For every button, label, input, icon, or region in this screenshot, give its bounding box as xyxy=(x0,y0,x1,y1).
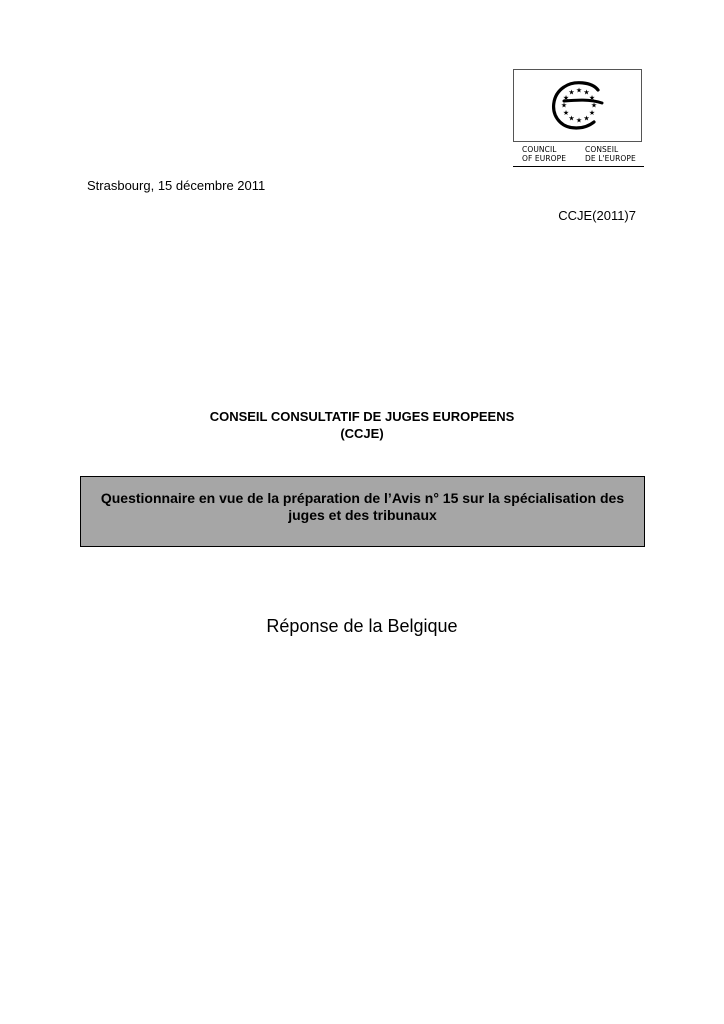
emblem-star-icon: ★ xyxy=(568,114,575,123)
emblem-star-icon: ★ xyxy=(583,88,590,97)
questionnaire-title: Questionnaire en vue de la préparation de l’Avis n° 15 sur la spécialisation des juges et des tribunaux xyxy=(100,490,625,523)
emblem-star-icon: ★ xyxy=(562,94,570,102)
logo-name-fr-line1: CONSEIL xyxy=(585,145,619,154)
logo-name-en-line2: OF EUROPE xyxy=(522,154,567,163)
council-of-europe-logo xyxy=(513,69,642,142)
emblem-star-icon: ★ xyxy=(560,101,568,110)
emblem-star-icon: ★ xyxy=(590,101,598,110)
council-of-europe-emblem-icon xyxy=(514,70,643,143)
emblem-star-icon: ★ xyxy=(562,109,570,117)
emblem-star-icon: ★ xyxy=(588,94,596,102)
logo-name-fr xyxy=(585,145,636,163)
logo-name-en xyxy=(522,145,566,163)
emblem-star-icon: ★ xyxy=(583,114,590,123)
logo-caption xyxy=(513,145,644,167)
council-name: CONSEIL CONSULTATIF DE JUGES EUROPEENS xyxy=(209,409,515,424)
emblem-star-icon: ★ xyxy=(575,116,583,125)
document-reference: CCJE(2011)7 xyxy=(558,208,636,223)
emblem-star-icon: ★ xyxy=(575,86,583,95)
council-acronym: (CCJE) xyxy=(340,426,384,441)
council-title xyxy=(0,408,724,442)
date-line: Strasbourg, 15 décembre 2011 xyxy=(87,178,266,193)
emblem-star-icon: ★ xyxy=(588,109,596,117)
emblem-star-icon: ★ xyxy=(568,88,575,97)
response-title: Réponse de la Belgique xyxy=(266,616,458,636)
logo-name-fr-line2: DE L'EUROPE xyxy=(585,154,636,163)
logo-name-en-line1: COUNCIL xyxy=(522,145,557,154)
questionnaire-title-box xyxy=(80,476,645,547)
